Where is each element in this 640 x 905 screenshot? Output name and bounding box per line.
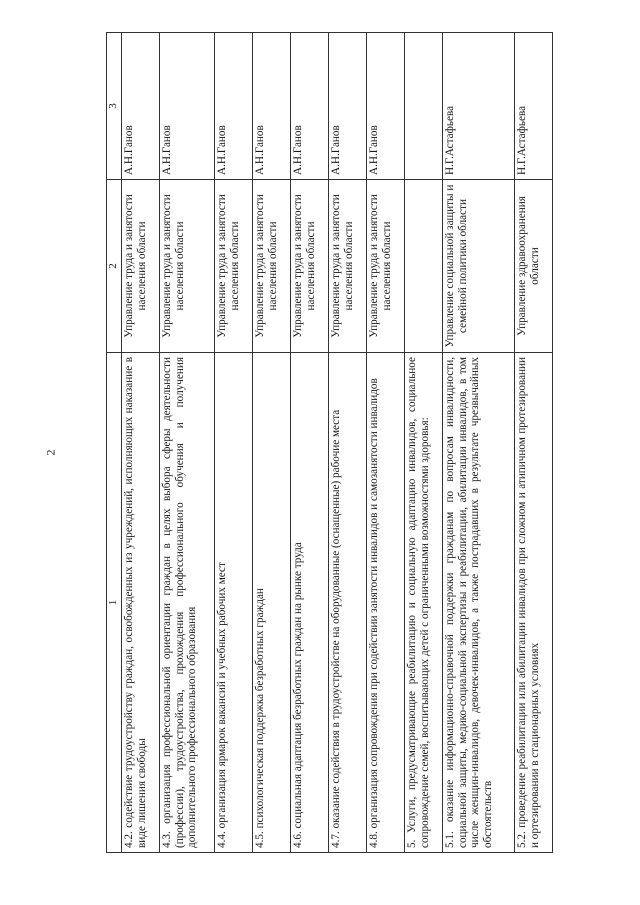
header-col-1: 1 <box>107 353 122 853</box>
measure-cell: 5.1. оказание информационно-справочной поддержки гражданам по вопросам инвалидности, социальной защиты, медико-социальной экспертизы и реабилитации, абилитации инвалидов, в том числе женщин-инвалидов, девочек-инвалидов, а также пострадавших в результате чрезвычайных обстоятельств <box>442 353 514 853</box>
measure-cell: 4.3. организация профессиональной ориентации граждан в целях выбора сферы деятельности (профессии), трудоустройства, прохождения профессионального обучения и получения дополнительного профессионального образования <box>160 353 215 853</box>
executor-cell: Управление труда и занятости населения области <box>252 180 290 353</box>
header-col-2: 2 <box>107 180 122 353</box>
responsible-cell: А.Н.Ганов <box>328 33 366 180</box>
measure-cell: 4.6. социальная адаптация безработных граждан на рынке труда <box>290 353 328 853</box>
responsible-cell: А.Н.Ганов <box>290 33 328 180</box>
measure-cell: 4.4. организация ярмарок вакансий и учебных рабочих мест <box>214 353 252 853</box>
responsible-cell: А.Н.Ганов <box>214 33 252 180</box>
table-row <box>328 33 366 853</box>
executor-cell: Управление труда и занятости населения области <box>122 180 160 353</box>
executor-cell: Управление труда и занятости населения области <box>160 180 215 353</box>
rotated-page <box>106 33 553 853</box>
measure-cell: 5. Услуги, предусматривающие реабилитацию и социальную адаптацию инвалидов, социальное сопровождение семей, воспитывающих детей с ограниченными возможностями здоровья: <box>404 353 442 853</box>
table-row <box>160 33 215 853</box>
responsible-cell <box>404 33 442 180</box>
measure-cell: 5.2. проведение реабилитации или абилитации инвалидов при сложном и атипичном протезировании и ортезировании в стационарных условиях <box>514 353 552 853</box>
executor-cell: Управление труда и занятости населения области <box>328 180 366 353</box>
responsible-cell: Н.Г.Астафьева <box>514 33 552 180</box>
executor-cell <box>404 180 442 353</box>
executor-cell: Управление труда и занятости населения области <box>290 180 328 353</box>
executor-cell: Управление социальной защиты и семейной политики области <box>442 180 514 353</box>
table-row <box>290 33 328 853</box>
responsible-cell: А.Н.Ганов <box>160 33 215 180</box>
responsible-cell: А.Н.Ганов <box>252 33 290 180</box>
table-row <box>514 33 552 853</box>
measure-cell: 4.5. психологическая поддержка безработных граждан <box>252 353 290 853</box>
executor-cell: Управление труда и занятости населения области <box>214 180 252 353</box>
header-row <box>107 33 122 853</box>
responsible-cell: А.Н.Ганов <box>122 33 160 180</box>
table-row <box>214 33 252 853</box>
executor-cell: Управление труда и занятости населения области <box>366 180 404 353</box>
measures-table <box>106 32 553 853</box>
responsible-cell: А.Н.Ганов <box>366 33 404 180</box>
measure-cell: 4.2. содействие трудоустройству граждан, освобожденных из учреждений, исполняющих наказание в виде лишения свободы <box>122 353 160 853</box>
table-row <box>442 33 514 853</box>
measure-cell: 4.7. оказание содействия в трудоустройстве на оборудованные (оснащенные) рабочие места <box>328 353 366 853</box>
table-row <box>366 33 404 853</box>
table-row <box>122 33 160 853</box>
measure-cell: 4.8. организация сопровождения при содействии занятости инвалидов и самозанятости инвалидов <box>366 353 404 853</box>
table-row <box>404 33 442 853</box>
page-number: 2 <box>43 449 58 456</box>
table-row <box>252 33 290 853</box>
executor-cell: Управление здравоохранения области <box>514 180 552 353</box>
header-col-3: 3 <box>107 33 122 180</box>
responsible-cell: Н.Г.Астафьева <box>442 33 514 180</box>
